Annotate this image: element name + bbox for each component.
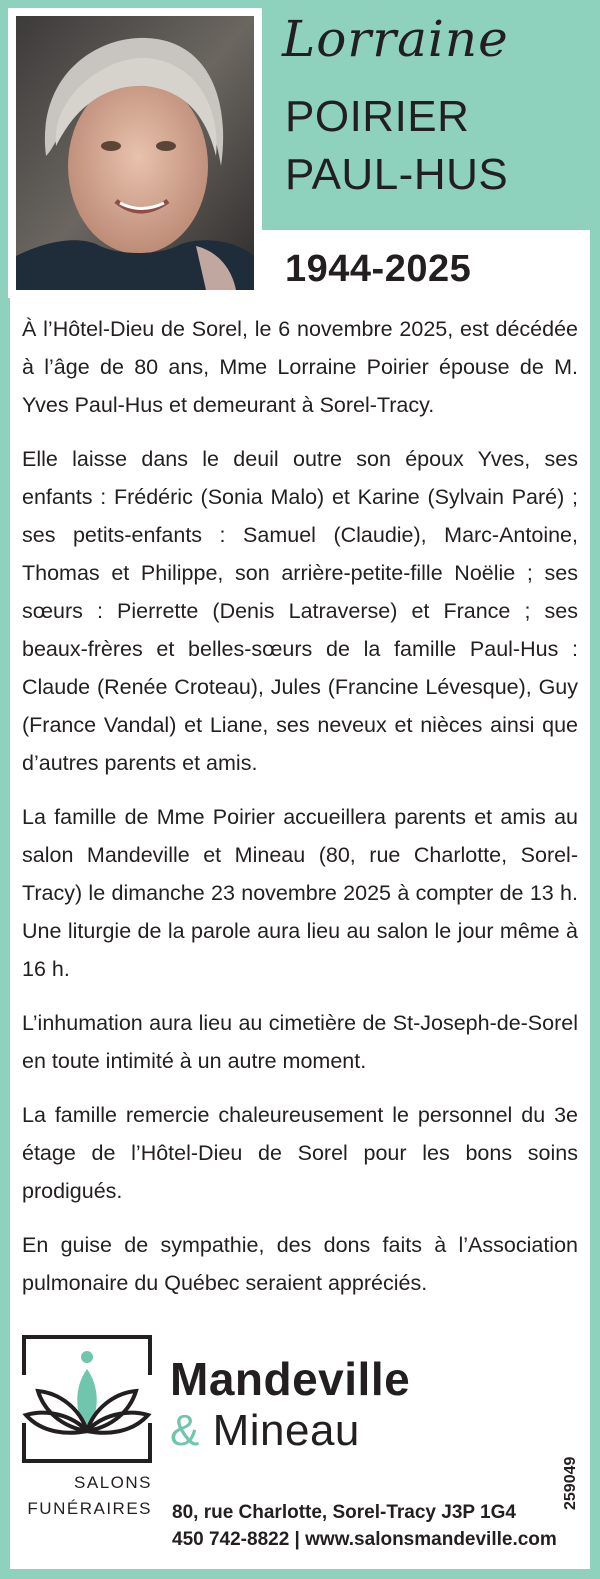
salons-line-2: FUNÉRAIRES	[27, 1499, 152, 1518]
paragraph-thanks: La famille remercie chaleureusement le personnel du 3e étage de l’Hôtel-Dieu de Sorel pour les bons soins prodigués.	[22, 1103, 578, 1203]
brand-ampersand: &	[170, 1406, 200, 1455]
paragraph-donations: En guise de sympathie, des dons faits à l’Association pulmonaire du Québec seraient appréciés.	[22, 1233, 578, 1295]
paragraph-burial: L’inhumation aura lieu au cimetière de St-Joseph-de-Sorel en toute intimité à un autre moment.	[22, 1011, 578, 1073]
ad-reference-number: 259049	[562, 1456, 579, 1510]
portrait-photo	[16, 16, 254, 290]
portrait-frame	[8, 8, 262, 298]
salons-line-1: SALONS	[74, 1473, 152, 1492]
contact-info	[172, 1499, 557, 1553]
brand-name: Mandeville	[170, 1353, 411, 1405]
deceased-last-name-2: PAUL-HUS	[285, 150, 509, 199]
paragraph-visitation: La famille de Mme Poirier accueillera parents et amis au salon Mandeville et Mineau (80, rue Charlotte, Sorel-Tracy) le dimanche 23 novembre 2025 à compter de 13 h. Une liturgie de la parole aura lieu au salon le jour même à 16 h.	[22, 805, 578, 981]
lotus-logo-icon	[22, 1335, 152, 1463]
address-line: 80, rue Charlotte, Sorel-Tracy J3P 1G4	[172, 1502, 516, 1523]
deceased-last-name-1: POIRIER	[285, 92, 470, 141]
paragraph-survivors: Elle laisse dans le deuil outre son époux Yves, ses enfants : Frédéric (Sonia Malo) et Karine (Sylvain Paré) ; ses petits-enfants : Samuel (Claudie), Marc-Antoine, Thomas et Philippe, son arrière-petite-fille Noëlie ; ses sœurs : Pierrette (Denis Latraverse) et France ; ses beaux-frères et belles-sœurs de la famille Paul-Hus : Claude (Renée Croteau), Jules (Francine Lévesque), Guy (France Vandal) et Liane, ses neveux et nièces ainsi que d’autres parents et amis.	[22, 447, 578, 775]
obituary-text	[22, 310, 578, 1318]
life-years: 1944-2025	[285, 248, 472, 290]
brand-subtitle	[170, 1406, 360, 1456]
brand-second-name: Mineau	[212, 1406, 360, 1455]
salons-funeraires-label	[22, 1470, 152, 1522]
paragraph-death-notice: À l’Hôtel-Dieu de Sorel, le 6 novembre 2025, est décédée à l’âge de 80 ans, Mme Lorraine Poirier épouse de M. Yves Paul-Hus et demeurant à Sorel-Tracy.	[22, 317, 578, 417]
deceased-first-name: Lorraine	[282, 10, 509, 68]
phone-website-line: 450 742-8822 | www.salonsmandeville.com	[172, 1529, 557, 1550]
